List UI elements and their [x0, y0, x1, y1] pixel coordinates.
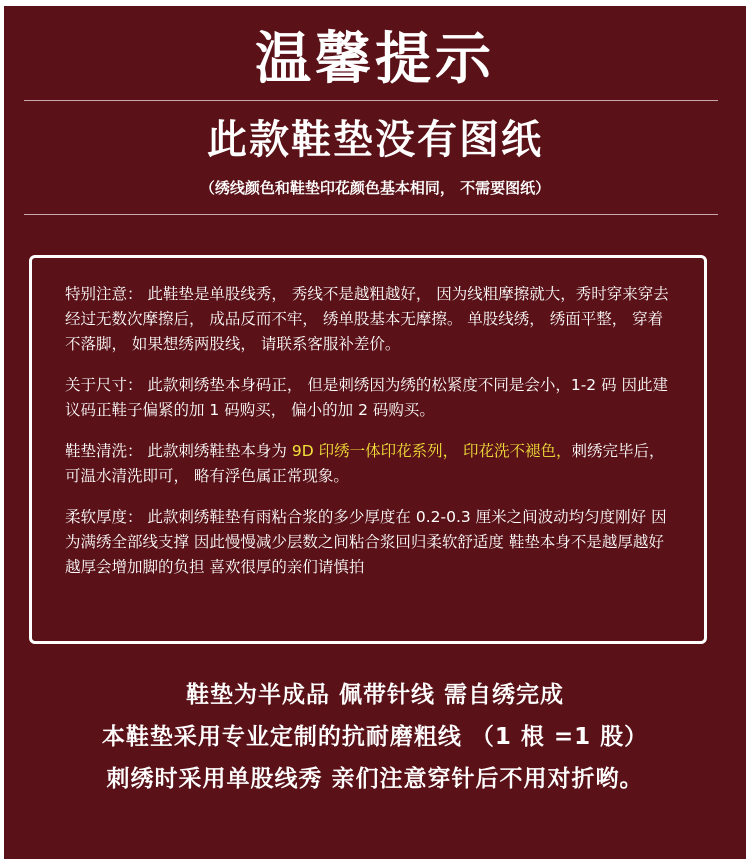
thickness-paragraph: 柔软厚度： 此款刺绣鞋垫有雨粘合浆的多少厚度在 0.2-0.3 厘米之间波动均匀度刚好 因为满绣全部线支撑 因此慢慢减少层数之间粘合浆回归柔软舒适度 鞋垫本身不是越厚越好 越厚会增加脚的负担 喜欢很厚的亲们请慎拍 — [65, 508, 667, 576]
footer-line-3: 刺绣时采用单股线秀 亲们注意穿针后不用对折哟。 — [106, 766, 644, 792]
subtitle-divider — [24, 214, 718, 215]
size-paragraph: 关于尺寸： 此款刺绣垫本身码正， 但是刺绣因为绣的松紧度不同是会小，1-2 码 因此建议码正鞋子偏紧的加 1 码购买， 偏小的加 2 码购买。 — [65, 376, 669, 419]
subtitle: 此款鞋垫没有图纸 — [207, 117, 543, 163]
subtitle-note: （绣线颜色和鞋垫印花颜色基本相同， 不需要图纸） — [199, 179, 551, 197]
title-divider — [24, 100, 718, 101]
wash-text-end: 刺绣完毕后， 可温水清洗即可， 略有浮色属正常现象。 — [65, 442, 665, 485]
notice-panel — [4, 6, 746, 859]
wash-text-start: 鞋垫清洗： 此款刺绣鞋垫本身为 — [65, 442, 292, 460]
wash-paragraph — [65, 439, 674, 489]
footer-line-1: 鞋垫为半成品 佩带针线 需自绣完成 — [185, 682, 564, 708]
notice-box — [29, 255, 707, 644]
page-title: 温馨提示 — [255, 27, 495, 92]
footer — [4, 674, 746, 800]
wash-highlight: 9D 印绣一体印花系列， 印花洗不褪色， — [291, 442, 572, 460]
special-note-paragraph: 特别注意： 此鞋垫是单股线秀， 秀线不是越粗越好， 因为线粗摩擦就大，秀时穿来穿去经过无数次摩擦后， 成品反而不牢， 绣单股基本无摩擦。 单股线绣， 绣面平整， 穿着不落脚， 如果想绣两股线， 请联系客服补差价。 — [65, 285, 669, 353]
footer-line-2: 本鞋垫采用专业定制的抗耐磨粗线 （1 根 =1 股） — [101, 724, 649, 750]
